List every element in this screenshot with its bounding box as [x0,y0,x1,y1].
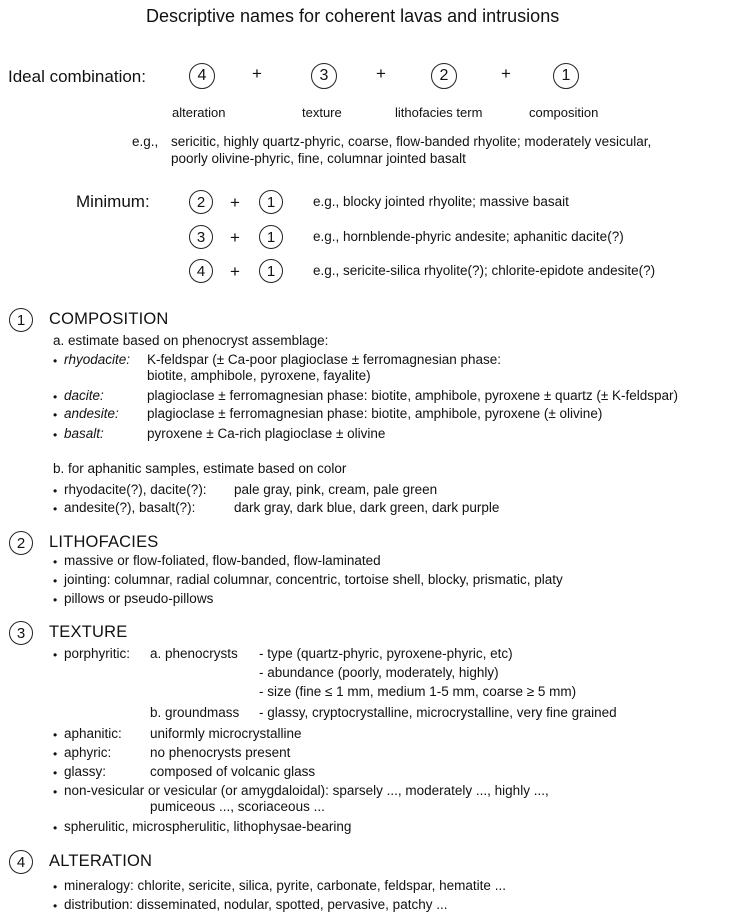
texture-phenocrysts-size: - size (fine ≤ 1 mm, medium 1-5 mm, coarse ≥ 5 mm) [259,684,577,699]
number-circle-3: 3 [189,225,213,249]
bullet-icon: • [53,408,58,422]
number-circle-3: 3 [9,621,33,645]
number-circle-1: 1 [553,63,579,89]
number-circle-4: 4 [189,259,213,283]
minimum-example-2: e.g., hornblende-phyric andesite; aphanitic dacite(?) [313,229,624,244]
texture-desc-aphyric: no phenocrysts present [150,745,291,760]
composition-desc-dacite: plagioclase ± ferromagnesian phase: biotite, amphibole, pyroxene ± quartz (± K-feldspar) [147,388,679,403]
ideal-combination-label: Ideal combination: [8,67,146,86]
plus-sign: + [501,64,511,83]
minimum-example-1: e.g., blocky jointed rhyolite; massive basait [313,194,569,209]
texture-phenocrysts-abundance: - abundance (poorly, moderately, highly) [259,665,499,680]
bullet-icon: • [53,728,58,742]
texture-vesicular-line2: pumiceous ..., scoriaceous ... [150,799,325,814]
composition-heading: COMPOSITION [49,310,169,328]
lithofacies-item-1: massive or flow-foliated, flow-banded, flow-laminated [64,553,381,568]
texture-term-glassy: glassy: [64,764,107,779]
number-circle-4: 4 [9,850,33,874]
composition-a-intro: a. estimate based on phenocryst assemblage: [53,333,329,348]
plus-sign: + [230,228,240,247]
composition-desc-rhyodacite-cont: biotite, amphibole, pyroxene, fayalite) [147,368,371,383]
number-circle-2: 2 [431,63,457,89]
bullet-icon: • [53,555,58,569]
term-label-texture: texture [302,105,342,120]
minimum-label: Minimum: [76,192,150,211]
alteration-item-1: mineralogy: chlorite, sericite, silica, pyrite, carbonate, feldspar, hematite ... [64,878,506,893]
plus-sign: + [230,262,240,281]
bullet-icon: • [53,574,58,588]
number-circle-2: 2 [189,190,213,214]
example-label: e.g., [132,134,159,149]
bullet-icon: • [53,593,58,607]
composition-term-basalt: basalt: [64,426,104,441]
texture-phenocrysts-label: a. phenocrysts [150,646,238,661]
texture-groundmass-desc: - glassy, cryptocrystalline, microcrystalline, very fine grained [259,705,617,720]
composition-b-intro: b. for aphanitic samples, estimate based on color [53,461,347,476]
term-label-composition: composition [529,105,599,120]
bullet-icon: • [53,785,58,799]
texture-term-aphanitic: aphanitic: [64,726,122,741]
texture-heading: TEXTURE [49,623,128,641]
composition-desc-andesite: plagioclase ± ferromagnesian phase: biotite, amphibole, pyroxene (± olivine) [147,406,603,421]
bullet-icon: • [53,428,58,442]
bullet-icon: • [53,766,58,780]
composition-term-dacite: dacite: [64,388,104,403]
texture-term-porphyritic: porphyritic: [64,646,131,661]
term-label-lithofacies: lithofacies term [395,105,483,120]
composition-term-andesite: andesite: [64,406,119,421]
example-text-line2: poorly olivine-phyric, fine, columnar jointed basalt [171,151,466,166]
bullet-icon: • [53,502,58,516]
composition-term-rhyodacite: rhyodacite: [64,352,131,367]
texture-vesicular-line1: non-vesicular or vesicular (or amygdaloidal): sparsely ..., moderately ..., highly ..., [64,783,549,798]
number-circle-1: 1 [259,225,283,249]
bullet-icon: • [53,484,58,498]
plus-sign: + [252,64,262,83]
page-title: Descriptive names for coherent lavas and intrusions [146,6,560,26]
number-circle-1: 1 [259,190,283,214]
minimum-example-3: e.g., sericite-silica rhyolite(?); chlorite-epidote andesite(?) [313,263,656,278]
bullet-icon: • [53,648,58,662]
lithofacies-item-2: jointing: columnar, radial columnar, concentric, tortoise shell, blocky, prismatic, platy [64,572,563,587]
bullet-icon: • [53,880,58,894]
number-circle-1: 1 [9,308,33,332]
texture-groundmass-label: b. groundmass [150,705,240,720]
composition-b-term-1: rhyodacite(?), dacite(?): [64,482,207,497]
texture-term-aphyric: aphyric: [64,745,112,760]
lithofacies-item-3: pillows or pseudo-pillows [64,591,214,606]
bullet-icon: • [53,354,58,368]
bullet-icon: • [53,899,58,913]
bullet-icon: • [53,747,58,761]
lithofacies-heading: LITHOFACIES [49,533,159,551]
plus-sign: + [230,193,240,212]
composition-b-desc-2: dark gray, dark blue, dark green, dark purple [234,500,500,515]
texture-desc-aphanitic: uniformly microcrystalline [150,726,302,741]
bullet-icon: • [53,821,58,835]
alteration-heading: ALTERATION [49,852,153,870]
term-label-alteration: alteration [172,105,226,120]
texture-desc-glassy: composed of volcanic glass [150,764,316,779]
number-circle-3: 3 [311,63,337,89]
example-text-line1: sericitic, highly quartz-phyric, coarse, flow-banded rhyolite; moderately vesicular, [171,134,652,149]
composition-b-term-2: andesite(?), basalt(?): [64,500,196,515]
plus-sign: + [376,64,386,83]
composition-b-desc-1: pale gray, pink, cream, pale green [234,482,438,497]
alteration-item-2: distribution: disseminated, nodular, spotted, pervasive, patchy ... [64,897,448,912]
texture-spherulitic: spherulitic, microspherulitic, lithophysae-bearing [64,819,352,834]
composition-desc-rhyodacite: K-feldspar (± Ca-poor plagioclase ± ferromagnesian phase: [147,352,501,367]
number-circle-2: 2 [9,531,33,555]
bullet-icon: • [53,390,58,404]
number-circle-1: 1 [259,259,283,283]
number-circle-4: 4 [189,63,215,89]
composition-desc-basalt: pyroxene ± Ca-rich plagioclase ± olivine [147,426,386,441]
texture-phenocrysts-type: - type (quartz-phyric, pyroxene-phyric, etc) [259,646,513,661]
